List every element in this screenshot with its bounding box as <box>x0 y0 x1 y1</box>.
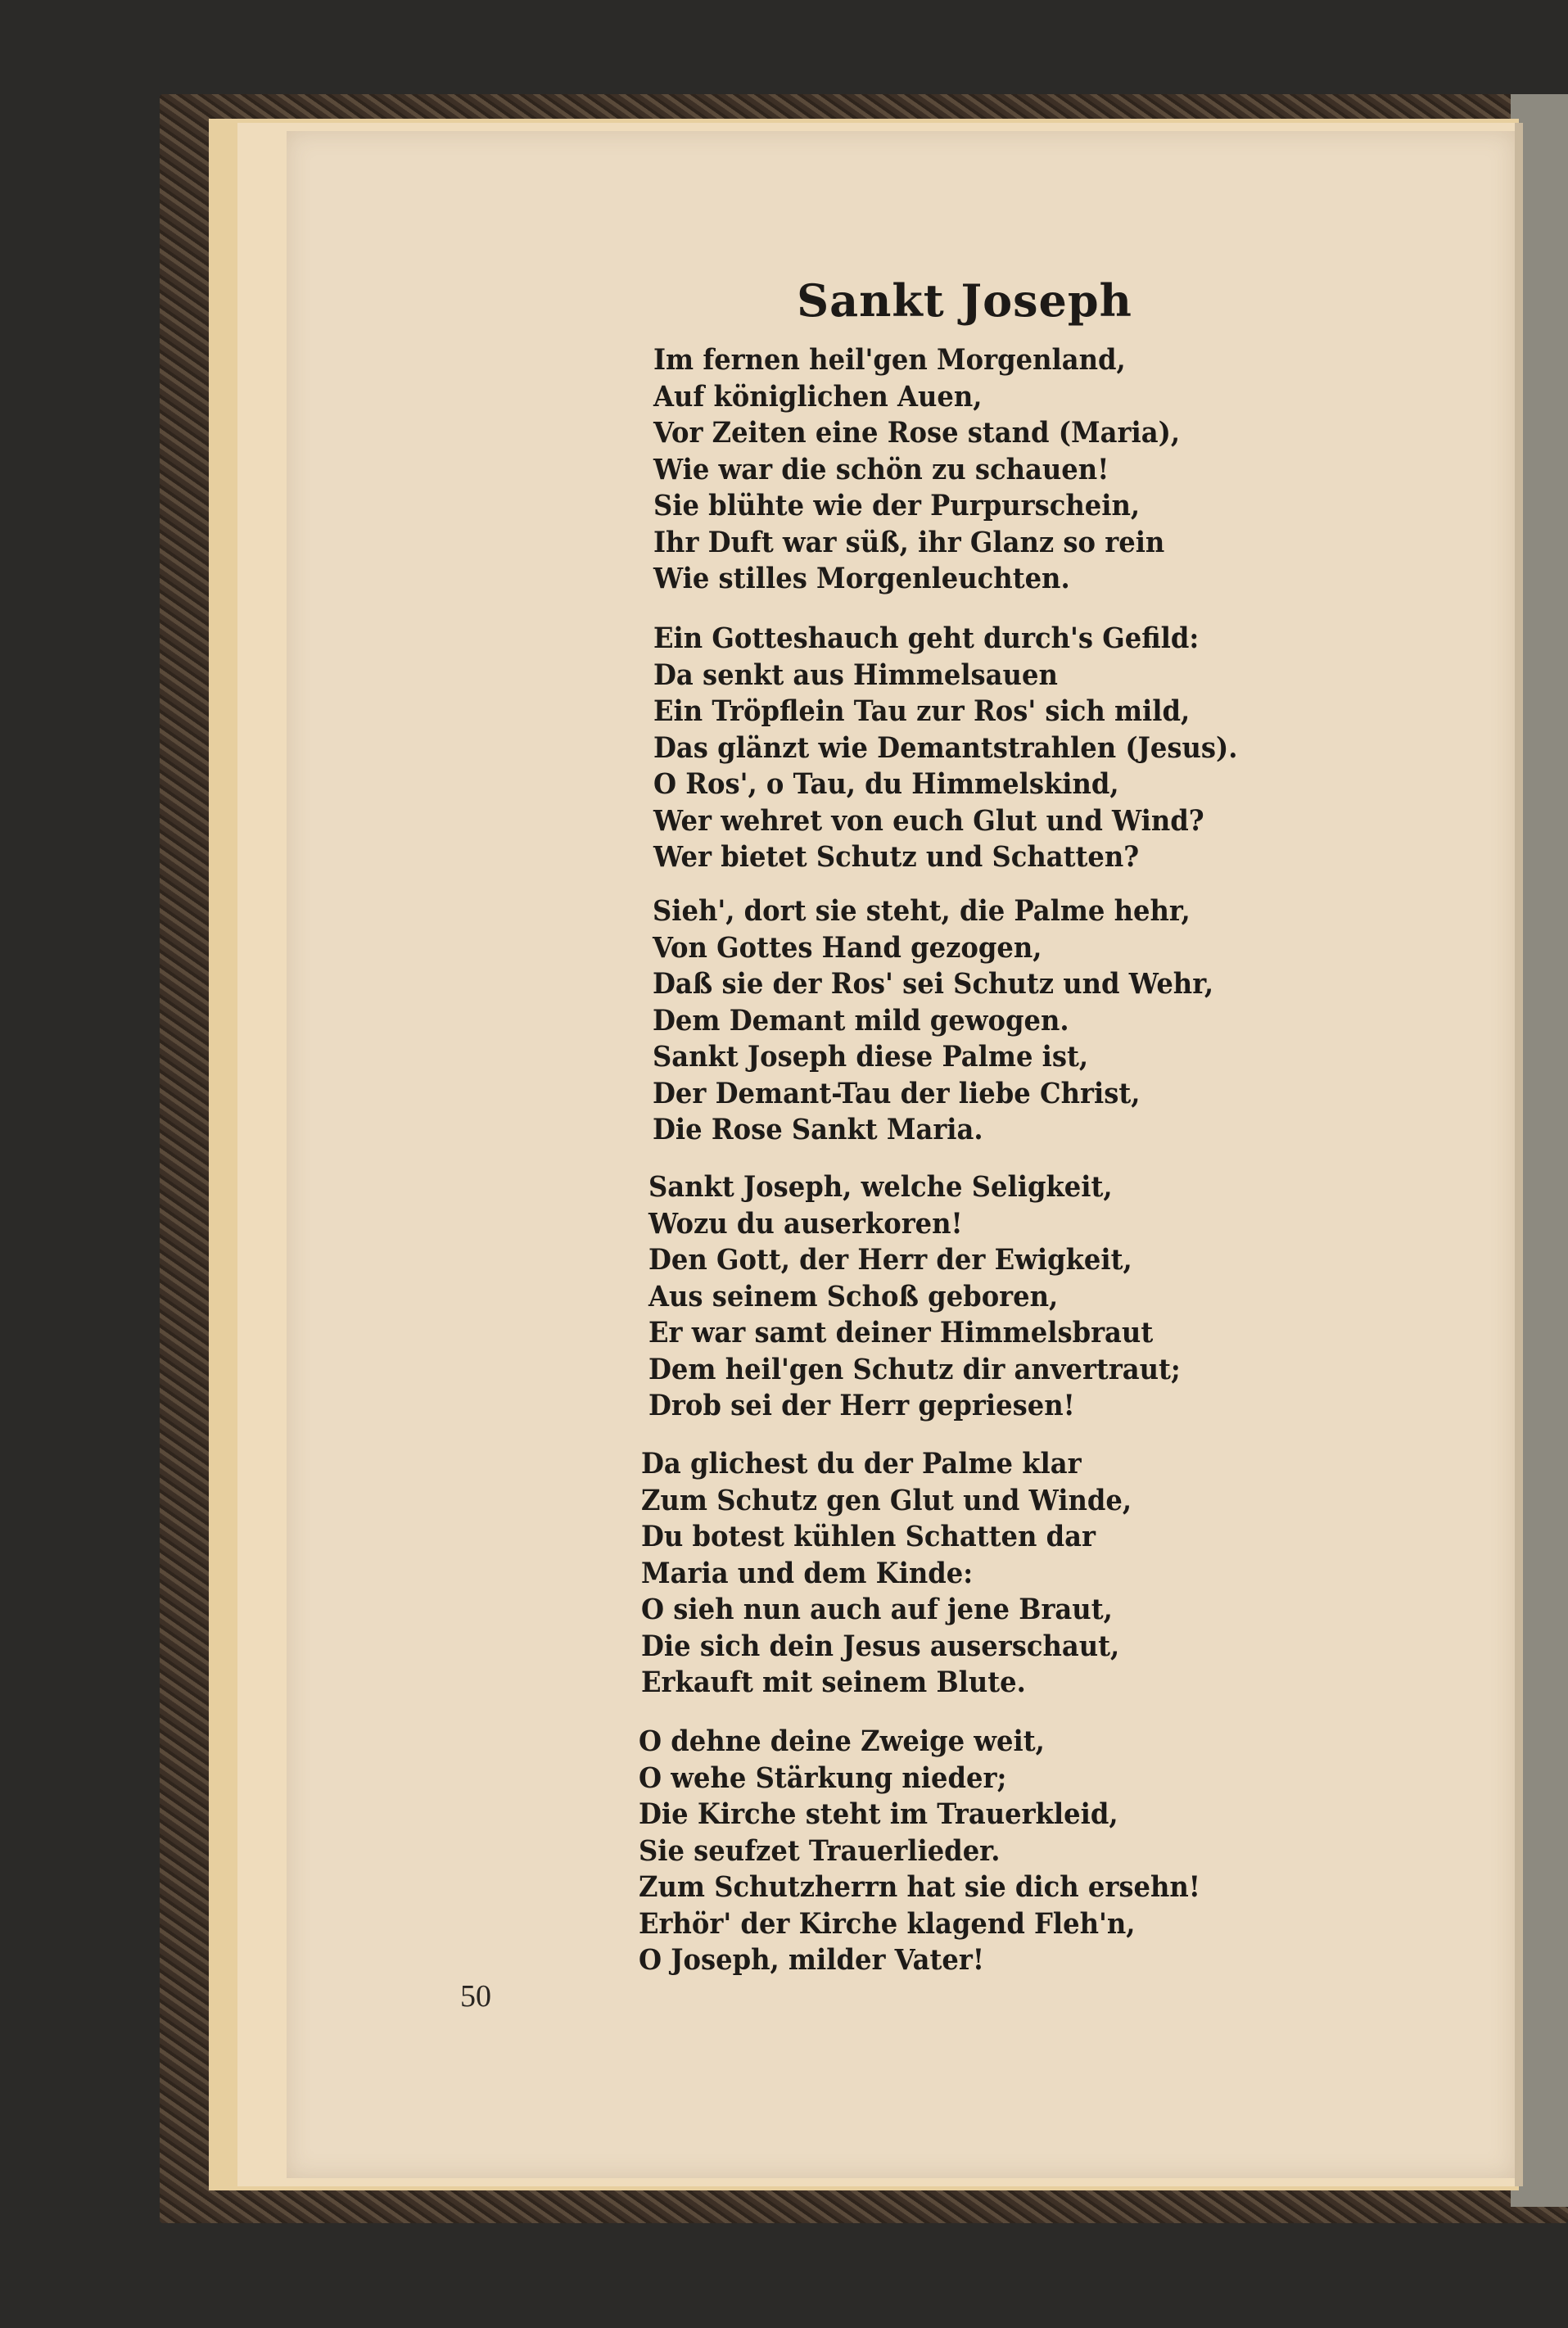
poem-line: Ein Tröpflein Tau zur Ros' sich mild, <box>653 694 1191 728</box>
poem-line: O sieh nun auch auf jene Braut, <box>641 1593 1113 1626</box>
poem-line: Daß sie der Ros' sei Schutz und Wehr, <box>653 967 1214 1001</box>
stanza <box>648 1169 1227 1425</box>
poem-line: Ein Gotteshauch geht durch's Gefild: <box>653 622 1200 655</box>
poem-line: Da glichest du der Palme klar <box>641 1447 1082 1480</box>
poem-line: Auf königlichen Auen, <box>653 379 983 414</box>
poem-line: Die Kirche steht im Trauerkleid, <box>639 1797 1118 1831</box>
poem-line: Wozu du auserkoren! <box>648 1206 963 1241</box>
poem-line: Sieh', dort sie steht, die Palme hehr, <box>653 894 1191 928</box>
poem-line: Dem Demant mild gewogen. <box>653 1003 1069 1037</box>
poem-line: Der Demant-Tau der liebe Christ, <box>653 1076 1141 1110</box>
poem-title: Sankt Joseph <box>797 274 1132 327</box>
poem-line: Ihr Duft war süß, ihr Glanz so rein <box>653 525 1165 559</box>
stanza <box>653 893 1263 1149</box>
poem-line: Von Gottes Hand gezogen, <box>653 930 1042 965</box>
stanza <box>653 621 1289 876</box>
poem-line: Die Rose Sankt Maria. <box>653 1113 983 1146</box>
page-gutter <box>1515 123 1523 2186</box>
stanza <box>639 1724 1249 1979</box>
poem-line: Die sich dein Jesus auserschaut, <box>641 1629 1120 1663</box>
poem-line: Sankt Joseph diese Palme ist, <box>653 1040 1089 1074</box>
poem-line: Erkauft mit seinem Blute. <box>641 1666 1026 1699</box>
poem-line: Erhör' der Kirche klagend Fleh'n, <box>639 1906 1136 1941</box>
poem-line: Vor Zeiten eine Rose stand (Maria), <box>653 416 1181 450</box>
poem-line: Den Gott, der Herr der Ewigkeit, <box>648 1243 1132 1277</box>
poem-line: Zum Schutzherrn hat sie dich ersehn! <box>639 1870 1200 1904</box>
poem-line: O dehne deine Zweige weit, <box>639 1725 1045 1758</box>
stanza <box>653 342 1226 598</box>
poem-line: Du botest kühlen Schatten dar <box>641 1520 1096 1553</box>
poem-line: Dem heil'gen Schutz dir anvertraut; <box>648 1352 1181 1386</box>
page-number: 50 <box>460 1979 491 2014</box>
poem-line: Das glänzt wie Demantstrahlen (Jesus). <box>653 730 1238 765</box>
poem-line: Da senkt aus Himmelsauen <box>653 658 1058 692</box>
poem-line: O Ros', o Tau, du Himmelskind, <box>653 767 1119 801</box>
poem-line: O Joseph, milder Vater! <box>639 1943 985 1977</box>
poem-line: Wer wehret von euch Glut und Wind? <box>653 803 1204 838</box>
stanza <box>641 1446 1174 1702</box>
poem-line: Wie stilles Morgenleuchten. <box>653 562 1070 595</box>
poem-line: Sie blühte wie der Purpurschein, <box>653 489 1141 522</box>
poem-line: Zum Schutz gen Glut und Winde, <box>641 1483 1132 1517</box>
poem-line: O wehe Stärkung nieder; <box>639 1761 1007 1795</box>
poem-line: Aus seinem Schoß geboren, <box>648 1279 1059 1313</box>
poem-line: Sankt Joseph, welche Seligkeit, <box>648 1170 1113 1204</box>
poem-line: Im fernen heil'gen Morgenland, <box>653 343 1126 377</box>
poem-line: Maria und dem Kinde: <box>641 1556 974 1590</box>
poem-line: Er war samt deiner Himmelsbraut <box>648 1316 1154 1349</box>
poem-line: Drob sei der Herr gepriesen! <box>648 1389 1075 1422</box>
poem-line: Wie war die schön zu schauen! <box>653 452 1109 486</box>
poem-line: Wer bietet Schutz und Schatten? <box>653 840 1140 874</box>
poem-line: Sie seufzet Trauerlieder. <box>639 1833 1001 1868</box>
